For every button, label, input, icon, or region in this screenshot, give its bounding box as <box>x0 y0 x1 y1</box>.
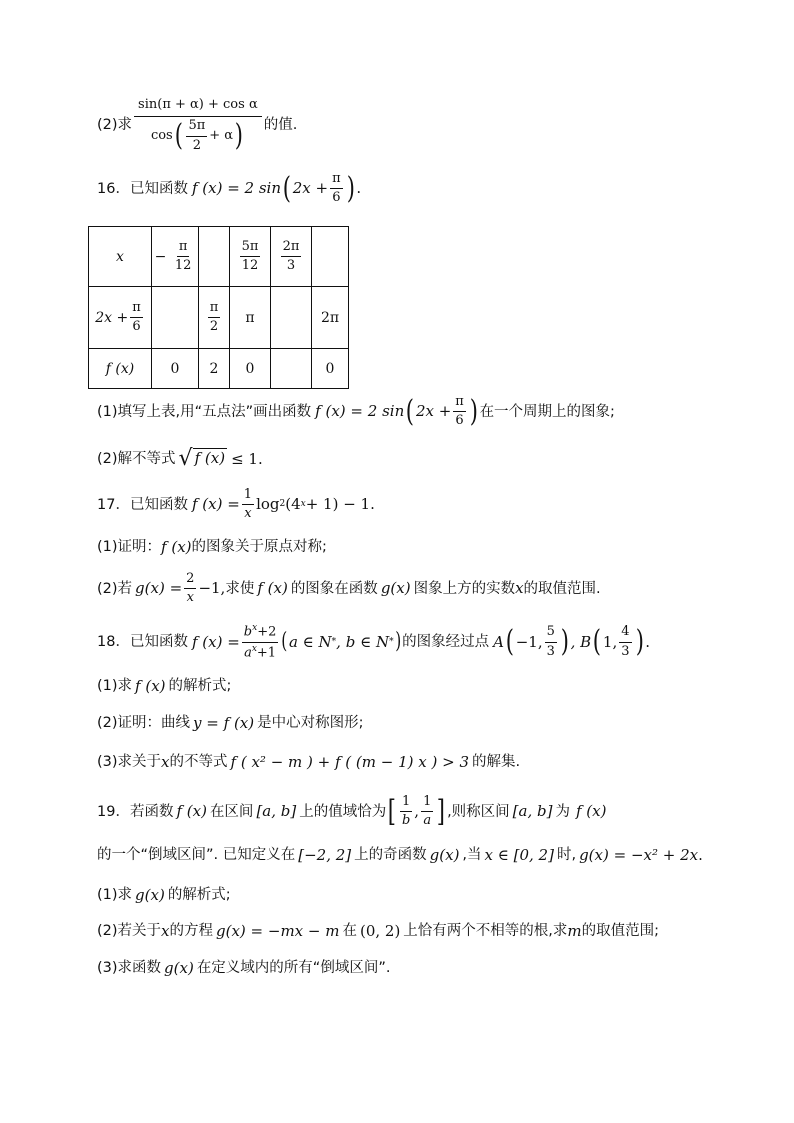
q19-mid1: 在区间 <box>209 803 254 820</box>
x-var: x <box>161 922 170 940</box>
q18-lead: 已知函数 <box>129 633 188 650</box>
one: 1 <box>421 795 433 812</box>
star: * <box>331 636 337 647</box>
q19-stem-line2 <box>97 848 703 863</box>
paren-right: ) <box>346 170 355 206</box>
q19b-end: . <box>698 846 703 864</box>
two: 2 <box>184 572 196 589</box>
five: 5 <box>545 625 557 642</box>
q17-part1-lead: (1)证明： <box>97 539 162 556</box>
q16-lead: 已知函数 <box>129 180 188 197</box>
five-pi: 5π <box>186 119 207 136</box>
table-row <box>89 287 349 349</box>
q19b-lead: 的一个“倒域区间”. 已知定义在 <box>97 847 296 864</box>
two-x-plus: 2x + <box>95 309 129 326</box>
domain: [−2, 2] <box>298 846 352 864</box>
exp: x <box>251 643 257 654</box>
q15-part2 <box>97 98 297 153</box>
cos-text: cos <box>150 127 173 143</box>
paren-left: ( <box>592 624 602 660</box>
table-cell: 0 <box>312 349 349 389</box>
two-over-x <box>184 572 196 606</box>
a: a <box>423 813 432 829</box>
five-point-table <box>88 226 349 389</box>
a: a <box>244 644 252 660</box>
b: b <box>243 624 253 640</box>
table-cell <box>89 287 152 349</box>
q18-part3-lead: (3)求关于 <box>97 754 162 771</box>
q16-part1-lead: (1)填写上表,用“五点法”画出函数 <box>97 403 312 420</box>
plus-two: +2 <box>257 624 277 640</box>
q19-part3 <box>97 961 390 976</box>
q17-number: 17． <box>97 496 130 513</box>
g-x: g(x) <box>135 886 165 904</box>
q17-func-pre: f (x) = <box>191 495 240 514</box>
condition: x ∈ [0, 2] <box>484 846 554 864</box>
point-B: , B <box>570 632 592 651</box>
star: * <box>389 636 394 647</box>
pi: π <box>208 301 221 318</box>
pi: π <box>130 301 143 318</box>
two: 2 <box>192 137 201 153</box>
q15-part2-label: (2)求 <box>97 117 133 134</box>
pi: π <box>330 172 343 189</box>
paren-left: ( <box>405 393 415 429</box>
q16-stem <box>97 172 361 206</box>
bracket-right: ] <box>437 793 446 829</box>
q18-mid: 的图象经过点 <box>402 633 490 650</box>
q19-mid3: ,则称区间 <box>447 803 510 820</box>
q19-mid4: 为 <box>555 803 570 820</box>
log-base: 2 <box>279 499 286 510</box>
pi: π <box>177 240 190 257</box>
q18-part2 <box>97 716 364 731</box>
sqrt-expression <box>179 448 228 470</box>
radicand: f (x) <box>193 448 227 470</box>
table-cell <box>271 287 312 349</box>
table-cell <box>199 287 230 349</box>
q18-fraction <box>242 624 279 660</box>
q18-part2-tail: 是中心对称图形; <box>257 715 364 732</box>
five-pi: 5π <box>240 240 261 257</box>
inequality: f ( x² − m ) + f ( (m − 1) x ) > 3 <box>230 753 469 771</box>
paren-right: ) <box>560 624 569 660</box>
q19-part2-mid3: 上恰有两个不相等的根,求 <box>403 923 568 940</box>
four: 4 <box>619 625 631 642</box>
point-A: A <box>493 632 505 651</box>
six: 6 <box>132 319 141 334</box>
exp-x: x <box>300 499 306 510</box>
table-cell <box>230 227 271 287</box>
six: 6 <box>455 413 464 429</box>
q18-part1-lead: (1)求 <box>97 678 133 695</box>
q19-part2-lead: (2)若关于 <box>97 923 162 940</box>
q16-function: f (x) = 2 sin <box>191 179 282 198</box>
paren-right: ) <box>234 118 244 154</box>
three: 3 <box>546 643 555 659</box>
q16-part2-tail: ≤ 1. <box>231 449 263 468</box>
q16-part1 <box>97 395 615 429</box>
table-cell: 0 <box>152 349 199 389</box>
one-over-a <box>421 795 433 829</box>
q18-end: . <box>645 632 650 651</box>
table-cell: 2π <box>312 287 349 349</box>
four-thirds <box>619 625 631 659</box>
q16-number: 16． <box>97 180 130 197</box>
twelve: 12 <box>241 258 259 273</box>
exp: x <box>252 623 258 633</box>
two-pi-over-3 <box>281 240 302 274</box>
q18-f: f (x) = <box>191 632 240 651</box>
minus-one: −1, <box>198 579 226 598</box>
paren-left: ( <box>282 170 291 206</box>
open-interval: (0, 2) <box>359 922 401 940</box>
q17-part1 <box>97 540 327 555</box>
b: b <box>401 813 411 829</box>
f-x: f (x) <box>176 802 207 821</box>
paren-right: ) <box>394 629 401 655</box>
table-cell <box>152 287 199 349</box>
pi-over-six <box>130 301 143 335</box>
q18-part3-tail: 的解集. <box>472 754 521 771</box>
q19-mid2: 上的值域恰为 <box>299 803 387 820</box>
table-cell <box>271 349 312 389</box>
q19-part2-mid2: 在 <box>342 923 357 940</box>
B-x: 1, <box>602 632 618 651</box>
five-pi-over-two <box>186 119 207 153</box>
paren-right: ) <box>469 393 478 429</box>
q17-part2-mid: 求使 <box>225 580 255 597</box>
minus-sign: − <box>154 248 167 265</box>
one: 1 <box>242 488 254 505</box>
q18-number: 18． <box>97 633 130 650</box>
q18-part1 <box>97 679 231 694</box>
q18-part1-tail: 的解析式; <box>168 678 232 695</box>
log-arg-pre: (4 <box>285 495 301 514</box>
two-pi: 2π <box>281 240 302 257</box>
q16-part2 <box>97 448 263 470</box>
pi: π <box>453 395 466 412</box>
table-cell <box>271 227 312 287</box>
neg-pi-over-12 <box>173 240 194 274</box>
x: x <box>186 590 194 606</box>
one: 1 <box>400 795 412 812</box>
q17-part1-f: f (x) <box>161 538 192 556</box>
q18-denominator <box>242 643 278 661</box>
paren-left: ( <box>281 629 288 655</box>
q17-part2-mid3: 图象上方的实数 <box>413 580 516 597</box>
paren-right: ) <box>635 624 644 660</box>
q19-part2 <box>97 924 659 939</box>
interval-ab: [a, b] <box>512 802 553 821</box>
q19-part1 <box>97 888 231 903</box>
equation: g(x) = −mx − m <box>216 922 340 940</box>
x-var: x <box>515 579 524 598</box>
q15-part2-tail: 的值. <box>263 117 298 134</box>
q19-part1-lead: (1)求 <box>97 887 133 904</box>
three: 3 <box>621 643 630 659</box>
one-over-b <box>400 795 412 829</box>
radical-sign: √ <box>178 446 193 471</box>
q19b-mid1: 上的奇函数 <box>354 847 427 864</box>
f-x: f (x) <box>135 677 166 695</box>
six: 6 <box>332 190 341 206</box>
q16-part1-arg: 2x + <box>415 402 452 421</box>
table-cell: x <box>89 227 152 287</box>
table-row <box>89 349 349 389</box>
table-cell: 2 <box>199 349 230 389</box>
table-cell: 0 <box>230 349 271 389</box>
q17-part2-mid2: 的图象在函数 <box>290 580 378 597</box>
q17-part2 <box>97 572 601 606</box>
g-definition: g(x) = −x² + 2x <box>579 846 699 864</box>
cond-a: a ∈ N <box>288 632 332 651</box>
two: 2 <box>209 319 219 334</box>
q18-part3-mid: 的不等式 <box>169 754 228 771</box>
q18-part3 <box>97 755 520 770</box>
g-x: g(x) <box>164 959 194 977</box>
plus-one: +1 <box>256 644 277 660</box>
q19-part1-tail: 的解析式; <box>167 887 231 904</box>
q18-numerator <box>242 624 279 643</box>
one-over-x <box>242 488 254 522</box>
table-cell <box>152 227 199 287</box>
table-row <box>89 227 349 287</box>
g-x: g(x) <box>380 579 411 598</box>
q19-stem: 19． 若函数 f (x) 在区间 [a, b] 上的值域恰为 [ $\frac{1}{b}$ , $\frac{1}{a}$ ] ,则称区间 [a, b] 为 f (x) <box>97 793 607 829</box>
q19-number: 19． <box>97 803 130 820</box>
table-cell <box>312 227 349 287</box>
g-eq: g(x) = <box>135 579 183 598</box>
pi-over-six <box>330 172 343 206</box>
q19-part3-tail: 在定义域内的所有“倒域区间”. <box>196 960 391 977</box>
f-x: f (x) <box>575 802 607 821</box>
y-eq-f: y = f (x) <box>193 714 255 732</box>
cond-b: , b ∈ N <box>336 632 390 651</box>
q19-lead: 若函数 <box>129 803 174 820</box>
q15-part2-numerator: sin(π + α) + cos α <box>134 98 262 117</box>
table-cell: π <box>230 287 271 349</box>
q19-part2-tail: 的取值范围; <box>581 923 660 940</box>
interval-ab: [a, b] <box>256 802 297 821</box>
A-x: −1, <box>515 632 543 651</box>
q19-part3-lead: (3)求函数 <box>97 960 162 977</box>
pi-over-six <box>453 395 466 429</box>
three: 3 <box>286 258 296 273</box>
q18-stem <box>97 624 650 660</box>
log-arg-post: + 1) − 1. <box>305 495 375 514</box>
table-cell: f (x) <box>89 349 152 389</box>
five-thirds <box>545 625 557 659</box>
q15-part2-denominator <box>149 117 247 153</box>
paren-left: ( <box>505 624 514 660</box>
q19b-mid3: 时, <box>556 847 577 864</box>
pi-over-two <box>208 301 221 335</box>
log-text: log <box>256 495 280 514</box>
bracket-left: [ <box>387 793 397 829</box>
q16-part1-function: f (x) = 2 sin <box>315 402 405 421</box>
paren-left: ( <box>174 118 183 154</box>
plus-alpha: + α <box>209 127 234 143</box>
table-cell <box>199 227 230 287</box>
f-x: f (x) <box>257 579 288 598</box>
q19-part2-mid: 的方程 <box>169 923 214 940</box>
q17-lead: 已知函数 <box>129 496 188 513</box>
q17-part1-tail: 的图象关于原点对称; <box>191 539 327 556</box>
q18-part2-lead: (2)证明：曲线 <box>97 715 191 732</box>
q17-part2-lead: (2)若 <box>97 580 133 597</box>
q15-part2-fraction <box>134 98 262 153</box>
q19b-mid2: ,当 <box>462 847 482 864</box>
q17-part2-tail: 的取值范围. <box>523 580 601 597</box>
q16-part1-tail: 在一个周期上的图象; <box>479 403 615 420</box>
twelve: 12 <box>174 258 192 273</box>
x: x <box>244 506 252 522</box>
five-pi-over-12 <box>240 240 261 274</box>
q16-arg: 2x + <box>292 179 329 198</box>
x-var: x <box>161 753 170 771</box>
q16-end: . <box>356 179 362 198</box>
q16-part2-lead: (2)解不等式 <box>97 450 176 467</box>
g-x: g(x) <box>429 846 460 864</box>
q17-stem <box>97 488 375 522</box>
m-var: m <box>567 922 582 940</box>
